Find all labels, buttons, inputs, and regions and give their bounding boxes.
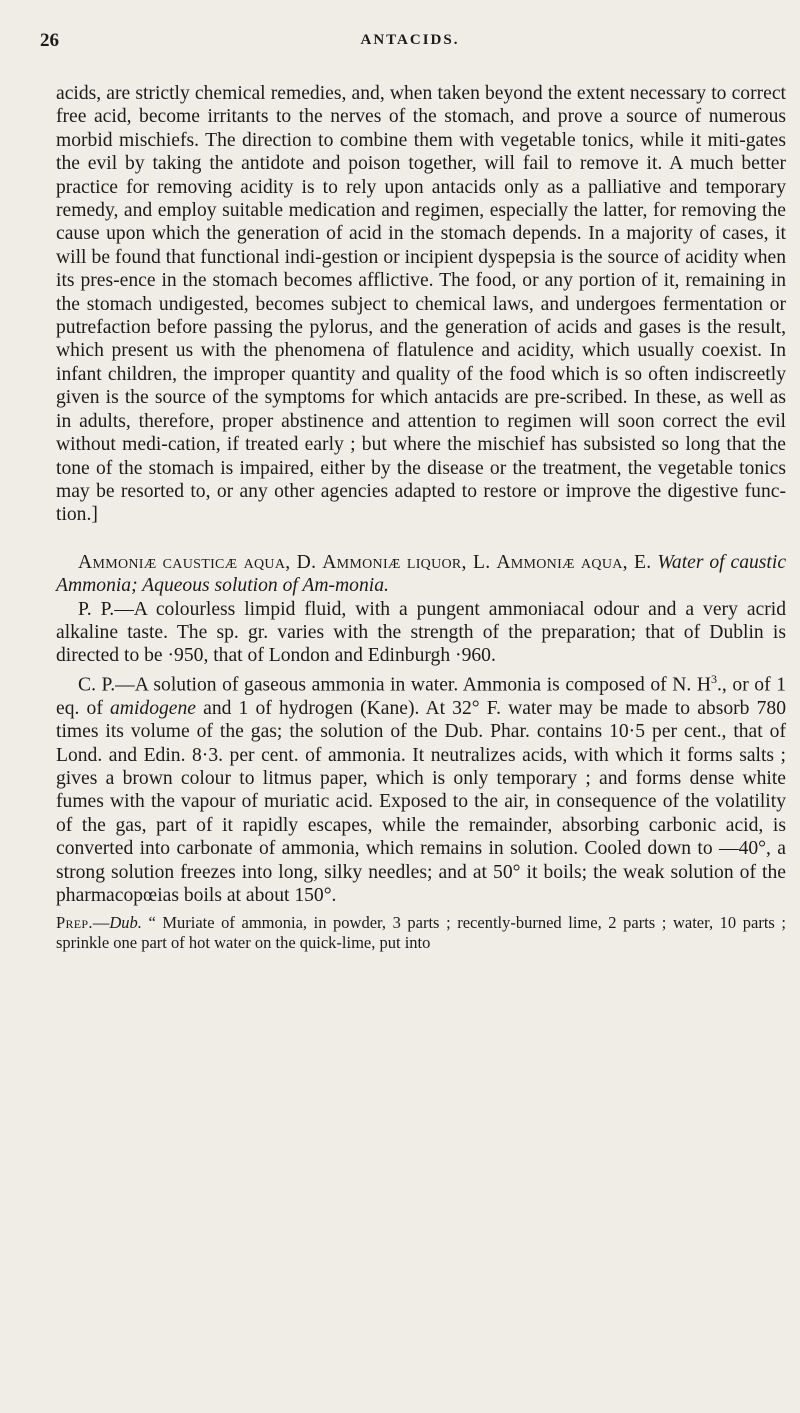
cp-text-c: and 1 of hydrogen (Kane). At 32° F. water may be made to absorb 780 times its volume of the gas; the solution of the Dub. Phar. contains 10·5 per cent., that of Lond. and Edin. 8·3. per cent. of ammonia. It neutralizes acids, with which it forms salts ; gives a brown colour to litmus paper, which is only temporary ; and forms dense white fumes with the vapour of muriatic acid. Exposed to the air, in consequence of the volatility of the gas, part of it rapidly escapes, while the remainder, absorbing carbonic acid, is converted into carbonate of ammonia, which remains in solution. Cooled down to —40°, a strong solution freezes into long, silky needles; and at 50° it boils; the weak solution of the pharmacopœias boils at about 150°. bbox=[56, 697, 786, 906]
page-number: 26 bbox=[40, 30, 59, 51]
prep-source: Dub. bbox=[109, 913, 142, 933]
paragraph-preparation bbox=[56, 913, 786, 953]
prep-dash: — bbox=[92, 913, 110, 933]
prep-text: “ Muriate of ammonia, in powder, 3 parts ; recently-burned lime, 2 parts ; water, 10 parts ; sprinkle one part of hot water on the quick-lime, put into bbox=[56, 913, 786, 953]
heading-title-1: Ammoniæ causticæ aqua, D. bbox=[78, 551, 317, 573]
page-body bbox=[56, 82, 786, 953]
heading-title-2: Ammoniæ liquor, L. bbox=[322, 551, 491, 573]
prep-label: Prep. bbox=[56, 913, 93, 933]
cp-text-a: C. P.—A solution of gaseous ammonia in water. Ammonia is composed of N. H bbox=[78, 674, 712, 696]
running-head: ANTACIDS. bbox=[360, 32, 460, 48]
heading-title-3: Ammoniæ aqua, E. bbox=[496, 551, 652, 573]
page-header bbox=[40, 30, 780, 58]
cp-superscript: 3 bbox=[711, 671, 718, 686]
entry-heading-ammonia bbox=[56, 551, 786, 598]
paragraph-chemical-properties bbox=[56, 668, 786, 908]
heading-subtitle: Water of caustic Ammonia; Aqueous solution of Am-monia. bbox=[56, 551, 787, 597]
cp-text-b: ., or of 1 eq. of bbox=[56, 674, 786, 719]
paragraph-physical-properties: P. P.—A colourless limpid fluid, with a pungent ammoniacal odour and a very acrid alkaline taste. The sp. gr. varies with the strength of the preparation; that of Dublin is directed to be ·950, that of London and Edinburgh ·960. bbox=[56, 598, 786, 667]
cp-italic-term: amidogene bbox=[110, 697, 196, 719]
paragraph-antacids: acids, are strictly chemical remedies, and, when taken beyond the extent necessary to correct free acid, become irritants to the nerves of the stomach, and prove a source of numerous morbid mischiefs. The direction to combine them with vegetable tonics, while it miti-gates the evil by taking the antidote and poison together, will fail to remove it. A much better practice for removing acidity is to rely upon antacids only as a palliative and temporary remedy, and employ suitable medication and regimen, especially the latter, for removing the cause upon which the generation of acid in the stomach depends. In a majority of cases, it will be found that functional indi-gestion or incipient dyspepsia is the source of acidity when its pres-ence in the stomach becomes afflictive. The food, or any portion of it, remaining in the stomach undigested, becomes subject to chemical laws, and undergoes fermentation or putrefaction before passing the pylorus, and the generation of acids and gases is the result, which present us with the phenomena of flatulence and acidity, which usually coexist. In infant children, the improper quantity and quality of the food which is so often indiscreetly given is the source of the symptoms for which antacids are pre-scribed. In these, as well as in adults, therefore, proper abstinence and attention to regimen will soon correct the evil without medi-cation, if treated early ; but where the mischief has subsisted so long that the tone of the stomach is impaired, either by the disease or the treatment, the vegetable tonics may be resorted to, or any other agencies adapted to restore or improve the digestive func-tion.] bbox=[56, 83, 786, 526]
